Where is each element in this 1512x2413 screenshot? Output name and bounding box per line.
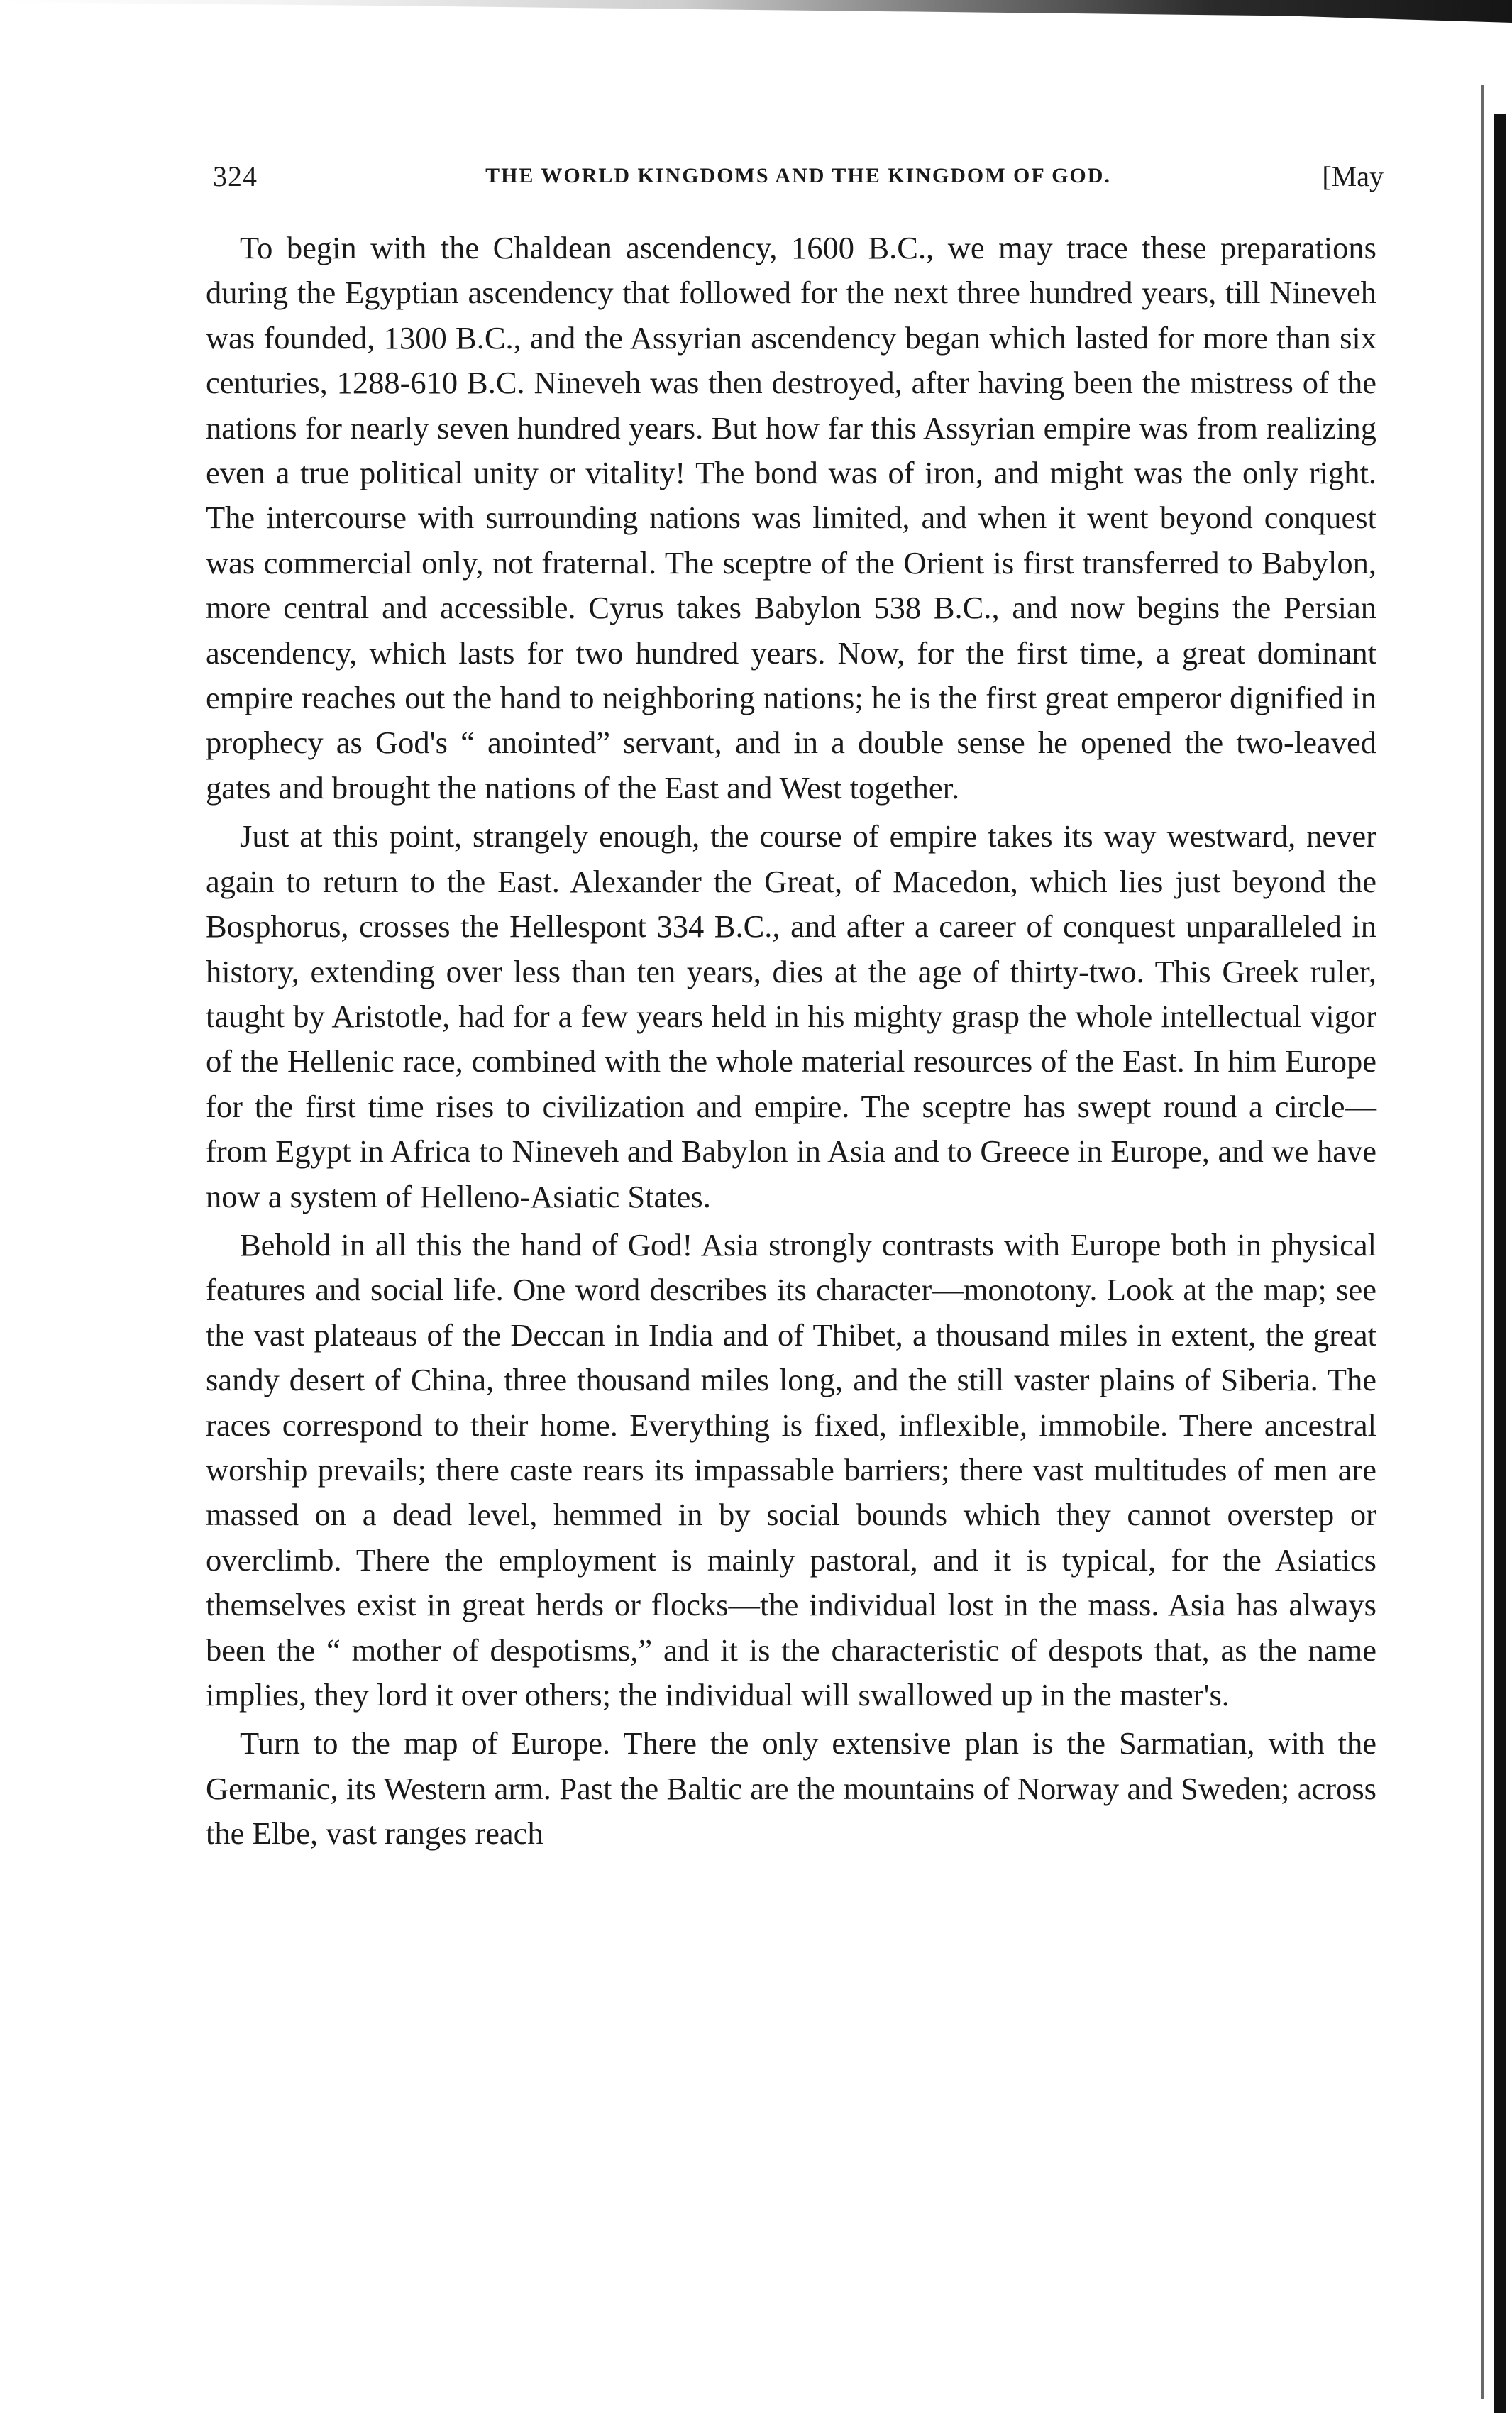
paragraph-3: Behold in all this the hand of God! Asia strongly contrasts with Europe both in physical features and social life. One word describes its character—monotony. Look at the map; see the vast plateaus of the Deccan in India and of Thibet, a thousand miles in extent, the great sandy desert of China, three thousand miles long, and the still vaster plains of Siberia. The races correspond to their home. Everything is fixed, inflexible, immobile. There ancestral worship prevails; there caste rears its impassable barriers; there vast multitudes of men are massed on a dead level, hemmed in by social bounds which they cannot overstep or overclimb. There the employment is mainly pastoral, and it is typical, for the Asiatics themselves exist in great herds or flocks—the individual lost in the mass. Asia has always been the “ mother of despotisms,” and it is the characteristic of despots that, as the name implies, they lord it over others; the individual will swallowed up in the master's. [206,1226,1376,1713]
page-title: THE WORLD KINGDOMS AND THE KINGDOM OF GOD. [485,164,1111,187]
scan-right-edge-line [1481,85,1484,2399]
page-month: [May [1322,160,1384,192]
running-head [213,160,1384,202]
paragraph-4: Turn to the map of Europe. There the only extensive plan is the Sarmatian, with the Germanic, its Western arm. Past the Baltic are the mountains of Norway and Sweden; across the Elbe, vast ranges reach [206,1725,1376,1852]
scan-right-edge [1494,114,1506,2413]
paragraph-2: Just at this point, strangely enough, the course of empire takes its way westward, never again to return to the East. Alexander the Great, of Macedon, which lies just beyond the Bosphorus, crosses the Hellespont 334 B.C., and after a career of conquest unparalleled in history, extending over less than ten years, dies at the age of thirty-two. This Greek ruler, taught by Aristotle, had for a few years held in his mighty grasp the whole intellectual vigor of the Hellenic race, combined with the whole material resources of the East. In him Europe for the first time rises to civilization and empire. The sceptre has swept round a circle—from Egypt in Africa to Nineveh and Babylon in Asia and to Greece in Europe, and we have now a system of Helleno-Asiatic States. [206,818,1376,1214]
scan-top-edge [0,0,1512,23]
body-text [206,226,1376,1860]
page-number: 324 [213,160,258,192]
paragraph-1: To begin with the Chaldean ascendency, 1600 B.C., we may trace these preparations during the Egyptian ascendency that followed for the next three hundred years, till Nineveh was founded, 1300 B.C., and the Assyrian ascendency began which lasted for more than six centuries, 1288-610 B.C. Nineveh was then destroyed, after having been the mistress of the nations for nearly seven hundred years. But how far this Assyrian empire was from realizing even a true political unity or vitality! The bond was of iron, and might was the only right. The intercourse with surrounding nations was limited, and when it went beyond conquest was commercial only, not fraternal. The sceptre of the Orient is first transferred to Babylon, more central and accessible. Cyrus takes Babylon 538 B.C., and now begins the Persian ascendency, which lasts for two hundred years. Now, for the first time, a great dominant empire reaches out the hand to neighboring nations; he is the first great emperor dignified in prophecy as God's “ anointed” servant, and in a double sense he opened the two-leaved gates and brought the nations of the East and West together. [206,230,1376,806]
